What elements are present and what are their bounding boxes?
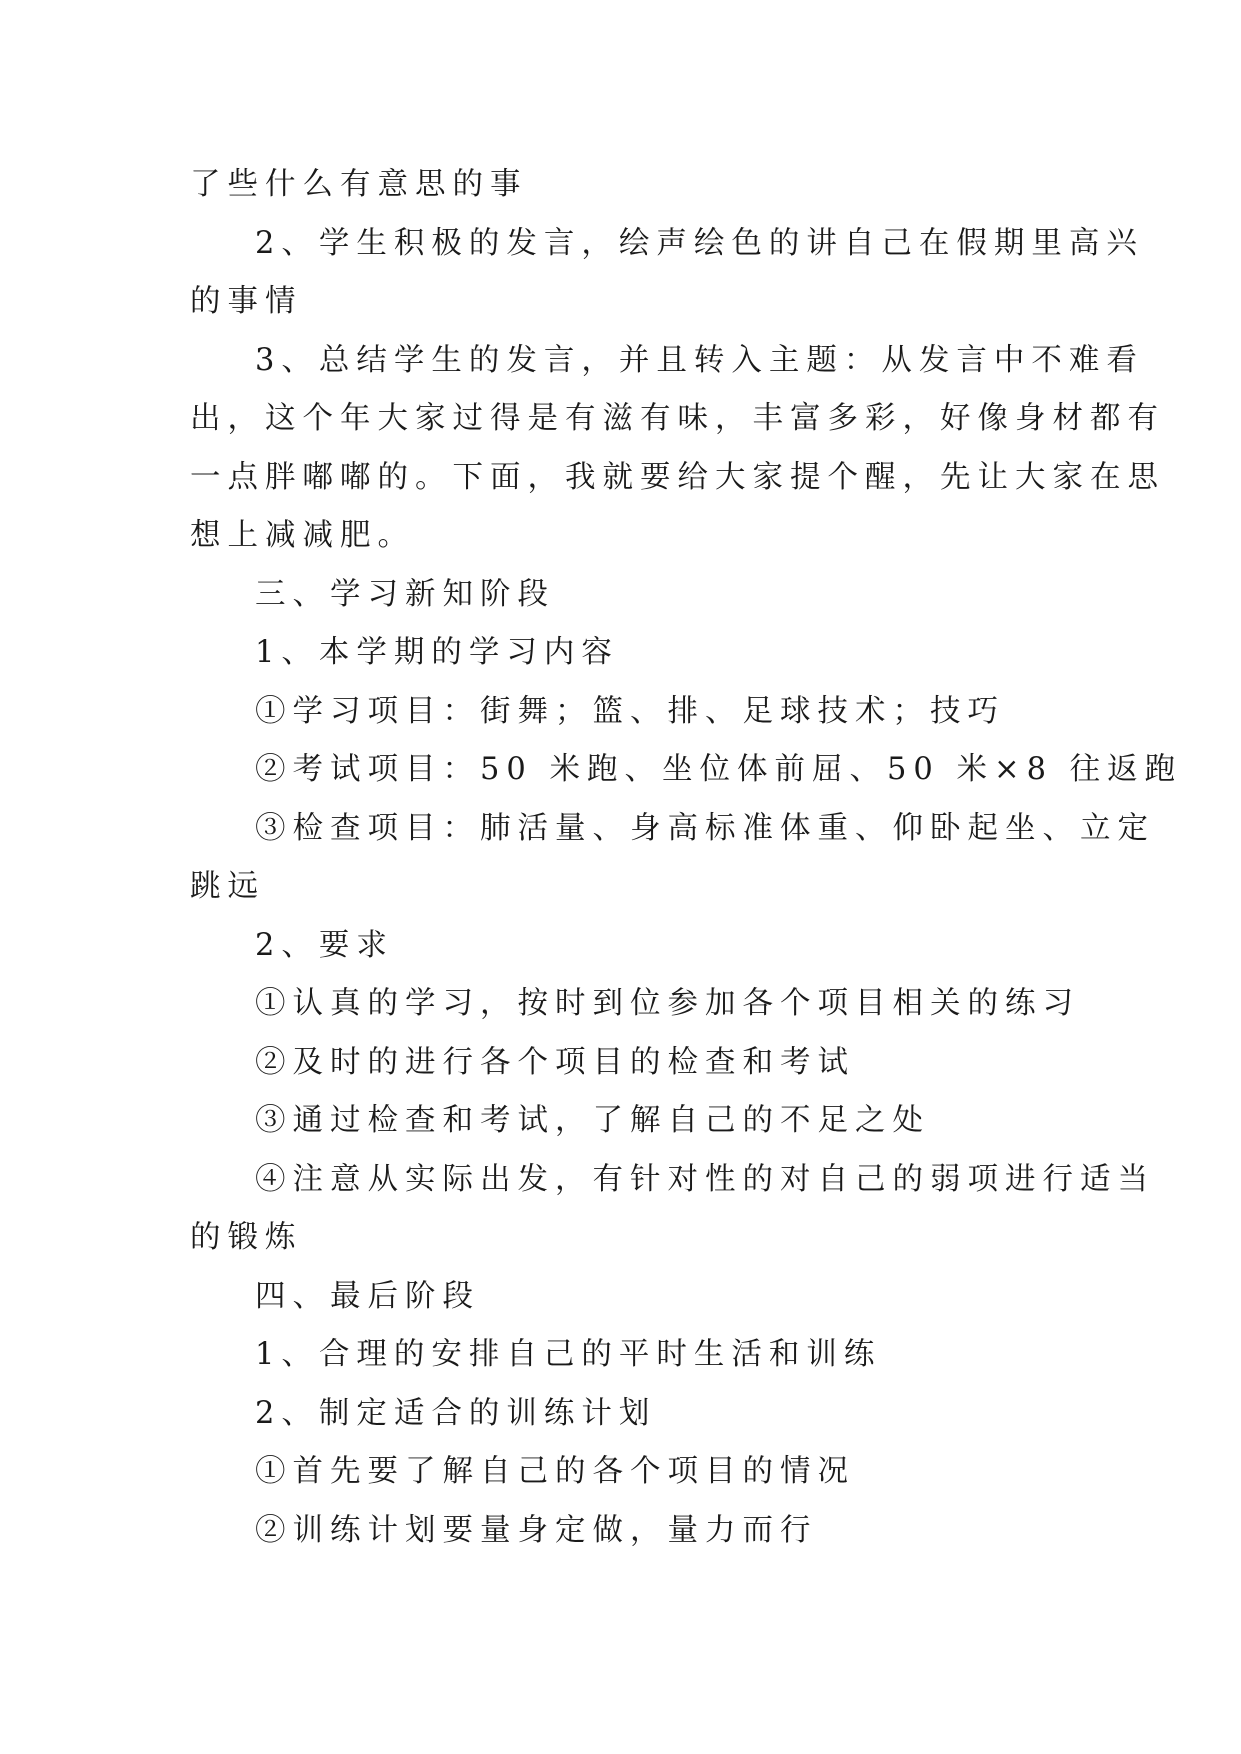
text-line: 3、总结学生的发言，并且转入主题：从发言中不难看 [255, 342, 1144, 378]
document-body [190, 156, 1183, 1560]
list-item: ③检查项目：肺活量、身高标准体重、仰卧起坐、立定 [255, 810, 1155, 846]
list-item: ①认真的学习，按时到位参加各个项目相关的练习 [255, 986, 1080, 1021]
section-heading: 四、最后阶段 [255, 1278, 480, 1314]
text-line: 想上减减肥。 [190, 518, 415, 553]
text-line: 的事情 [190, 284, 303, 319]
text-line: 了些什么有意思的事 [190, 167, 528, 202]
subsection-heading: 1、合理的安排自己的平时生活和训练 [255, 1337, 882, 1372]
text-line: 的锻炼 [190, 1220, 303, 1255]
subsection-heading: 2、要求 [255, 927, 394, 963]
text-line: 一点胖嘟嘟的。下面，我就要给大家提个醒，先让大家在思 [190, 459, 1165, 495]
section-heading: 三、学习新知阶段 [255, 576, 555, 612]
list-item: ②考试项目：50 米跑、坐位体前屈、50 米×8 往返跑 [255, 752, 1183, 787]
subsection-heading: 1、本学期的学习内容 [255, 635, 619, 670]
list-item: ③通过检查和考试，了解自己的不足之处 [255, 1103, 930, 1138]
list-item: ②及时的进行各个项目的检查和考试 [255, 1044, 855, 1080]
text-line: 出，这个年大家过得是有滋有味，丰富多彩，好像身材都有 [190, 401, 1165, 436]
list-item: ②训练计划要量身定做，量力而行 [255, 1512, 818, 1548]
list-item: ④注意从实际出发，有针对性的对自己的弱项进行适当 [255, 1161, 1155, 1197]
list-item: ①首先要了解自己的各个项目的情况 [255, 1454, 855, 1489]
text-line: 跳远 [190, 869, 265, 904]
subsection-heading: 2、制定适合的训练计划 [255, 1395, 657, 1431]
list-item: ①学习项目：街舞；篮、排、足球技术；技巧 [255, 693, 1005, 729]
text-line: 2、学生积极的发言，绘声绘色的讲自己在假期里高兴 [255, 225, 1144, 261]
